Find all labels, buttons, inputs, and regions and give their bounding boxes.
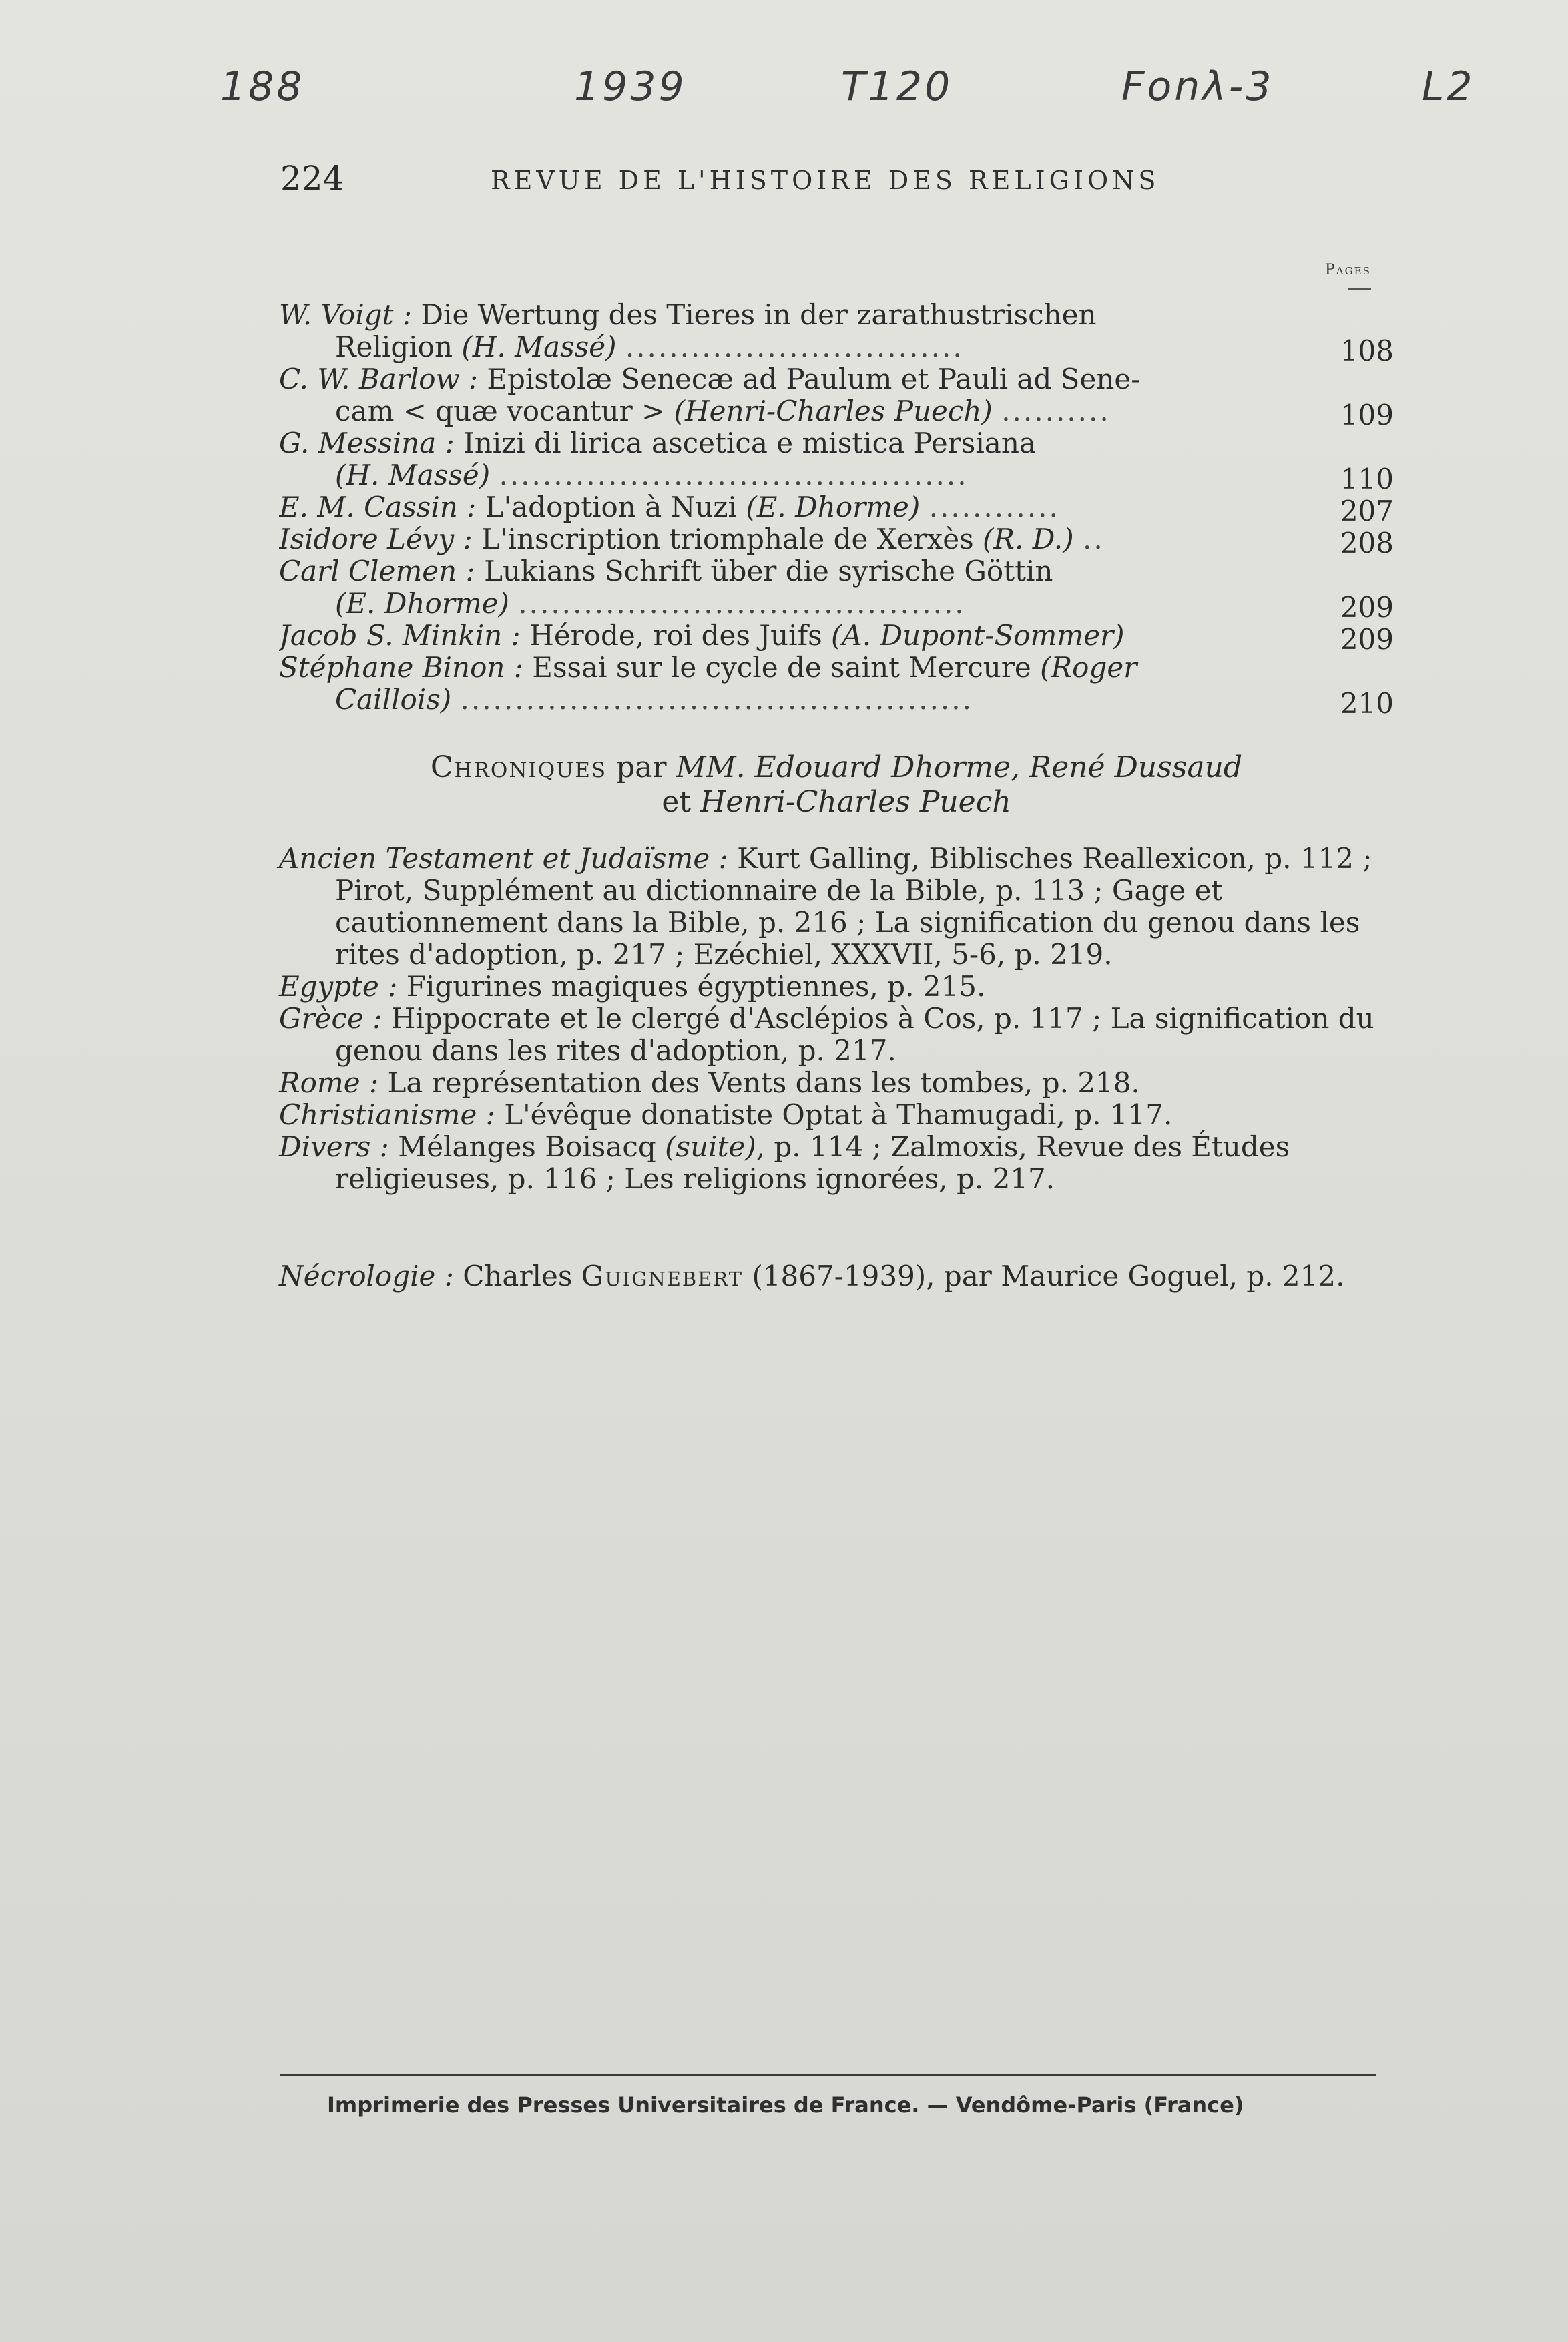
review-entry bbox=[279, 427, 1394, 495]
review-title: Essai sur le cycle de saint Mercure bbox=[532, 652, 1031, 684]
topic-text: Mélanges Boisacq bbox=[398, 1130, 656, 1163]
review-title-cont: Religion bbox=[335, 331, 453, 363]
review-title: L'adoption à Nuzi bbox=[485, 491, 737, 523]
page-ref: 210 bbox=[1340, 687, 1394, 720]
topic-item bbox=[279, 1003, 1394, 1067]
topic-text-italic: (suite) bbox=[665, 1130, 756, 1163]
leader-dots: ............................... bbox=[625, 331, 964, 363]
topic-label: Christianisme : bbox=[279, 1098, 495, 1131]
printer-imprint: Imprimerie des Presses Universitaires de France. — Vendôme-Paris (France) bbox=[327, 2092, 1244, 2118]
running-head bbox=[280, 159, 1402, 206]
footer-rule bbox=[280, 2074, 1376, 2076]
leader-dots: .. bbox=[1082, 523, 1105, 555]
topic-item bbox=[279, 1131, 1394, 1195]
leader-dots: ........................................... bbox=[499, 459, 969, 491]
handwritten-note-1: 188 bbox=[220, 63, 305, 110]
review-entry bbox=[279, 299, 1394, 367]
review-author: Carl Clemen : bbox=[279, 555, 475, 588]
review-author: Stéphane Binon : bbox=[279, 652, 523, 684]
necrologie-label: Nécrologie : bbox=[279, 1260, 454, 1293]
leader-dots: ......................................... bbox=[518, 588, 966, 620]
review-author: C. W. Barlow : bbox=[279, 363, 479, 395]
topic-item bbox=[279, 1099, 1394, 1131]
chroniques-authors-cont: Henri-Charles Puech bbox=[700, 785, 1011, 819]
leader-dots: ............................................... bbox=[460, 684, 973, 716]
page-ref: 110 bbox=[1340, 463, 1394, 495]
review-title: Hérode, roi des Juifs bbox=[529, 620, 822, 652]
topic-text-cont: , p. 114 ; Zalmoxis, Revue des Études religieuses, p. 116 ; Les religions ignorées, p. 217. bbox=[335, 1130, 1290, 1195]
reviewer-cont: Caillois) bbox=[335, 684, 452, 716]
chroniques-label: Chroniques bbox=[430, 750, 607, 784]
review-title-cont: cam < quæ vocantur > bbox=[335, 395, 666, 427]
leader-dots: .......... bbox=[1001, 395, 1111, 427]
page-ref: 207 bbox=[1340, 495, 1394, 527]
review-entry bbox=[279, 555, 1394, 624]
topic-text: Kurt Galling, Biblisches Reallexicon, p. 112 ; Pirot, Supplément au dictionnaire de la Bible, p. 113 ; Gage et cautionnement dans la Bible, p. 216 ; La signification du genou dans les rites d'adoption, p. 217 ; Ezéchiel, XXXVII, 5-6, p. 219. bbox=[335, 842, 1372, 971]
necrologie bbox=[279, 1260, 1394, 1293]
review-entry bbox=[279, 652, 1394, 720]
review-title: Epistolæ Senecæ ad Paulum et Pauli ad Sene- bbox=[487, 363, 1141, 395]
handwritten-note-5: L2 bbox=[1422, 63, 1475, 110]
topic-label: Grèce : bbox=[279, 1002, 382, 1035]
pages-column-label: Pages bbox=[1325, 262, 1371, 278]
chronicle-topics bbox=[279, 843, 1394, 1195]
topic-label: Ancien Testament et Judaïsme : bbox=[279, 842, 728, 875]
chroniques-heading bbox=[279, 750, 1394, 820]
topic-text: La représentation des Vents dans les tombes, p. 218. bbox=[387, 1066, 1140, 1099]
page-ref: 208 bbox=[1340, 527, 1394, 559]
reviewer: (H. Massé) bbox=[461, 331, 617, 363]
review-author: E. M. Cassin : bbox=[279, 491, 477, 523]
reviewer: (A. Dupont-Sommer) bbox=[831, 620, 1125, 652]
reviewer: (H. Massé) bbox=[335, 459, 491, 491]
reviewer: (R. D.) bbox=[982, 523, 1074, 555]
page-ref: 209 bbox=[1340, 591, 1394, 624]
review-entry bbox=[279, 491, 1394, 527]
review-title: L'inscription triomphale de Xerxès bbox=[481, 523, 974, 555]
topic-label: Egypte : bbox=[279, 970, 398, 1003]
topic-item bbox=[279, 1067, 1394, 1099]
handwritten-note-3: T120 bbox=[841, 63, 953, 110]
review-author: Jacob S. Minkin : bbox=[279, 620, 521, 652]
topic-label: Divers : bbox=[279, 1130, 389, 1163]
necrologie-item bbox=[279, 1260, 1394, 1293]
review-title: Lukians Schrift über die syrische Göttin bbox=[484, 555, 1053, 588]
leader-dots: ............ bbox=[929, 491, 1060, 523]
review-entry bbox=[279, 523, 1394, 559]
topic-item bbox=[279, 971, 1394, 1003]
pages-dash bbox=[1348, 288, 1371, 290]
topic-text: Figurines magiques égyptiennes, p. 215. bbox=[406, 970, 986, 1003]
topic-text: Hippocrate et le clergé d'Asclépios à Cos, p. 117 ; La signification du genou dans les rites d'adoption, p. 217. bbox=[335, 1002, 1374, 1067]
topic-text: L'évêque donatiste Optat à Thamugadi, p. 117. bbox=[504, 1098, 1173, 1131]
page-number: 224 bbox=[280, 159, 344, 198]
topic-label: Rome : bbox=[279, 1066, 379, 1099]
necrologie-name: Guignebert bbox=[581, 1260, 744, 1293]
chroniques-par: par bbox=[616, 750, 667, 784]
page-ref: 209 bbox=[1340, 623, 1394, 656]
review-author: W. Voigt : bbox=[279, 299, 412, 331]
page-ref: 109 bbox=[1340, 399, 1394, 431]
reviewer: (Roger bbox=[1040, 652, 1137, 684]
necrologie-text-cont: (1867-1939), par Maurice Goguel, p. 212. bbox=[752, 1260, 1345, 1293]
reviewer: (E. Dhorme) bbox=[746, 491, 921, 523]
review-entry bbox=[279, 363, 1394, 431]
review-author: G. Messina : bbox=[279, 427, 455, 459]
review-list bbox=[279, 299, 1394, 720]
page-ref: 108 bbox=[1340, 334, 1394, 367]
review-author: Isidore Lévy : bbox=[279, 523, 473, 555]
review-title: Die Wertung des Tieres in der zarathustrischen bbox=[421, 299, 1097, 331]
topic-item bbox=[279, 843, 1394, 971]
handwritten-note-2: 1939 bbox=[574, 63, 687, 110]
reviewer: (Henri-Charles Puech) bbox=[674, 395, 993, 427]
review-entry bbox=[279, 620, 1394, 656]
reviewer: (E. Dhorme) bbox=[335, 588, 509, 620]
chroniques-authors: MM. Edouard Dhorme, René Dussaud bbox=[676, 750, 1243, 784]
necrologie-text: Charles bbox=[463, 1260, 573, 1293]
chroniques-et: et bbox=[662, 785, 692, 819]
review-title: Inizi di lirica ascetica e mistica Persiana bbox=[463, 427, 1036, 459]
handwritten-note-4: Fonλ-3 bbox=[1121, 63, 1274, 110]
journal-title: REVUE DE L'HISTOIRE DES RELIGIONS bbox=[491, 166, 1160, 195]
